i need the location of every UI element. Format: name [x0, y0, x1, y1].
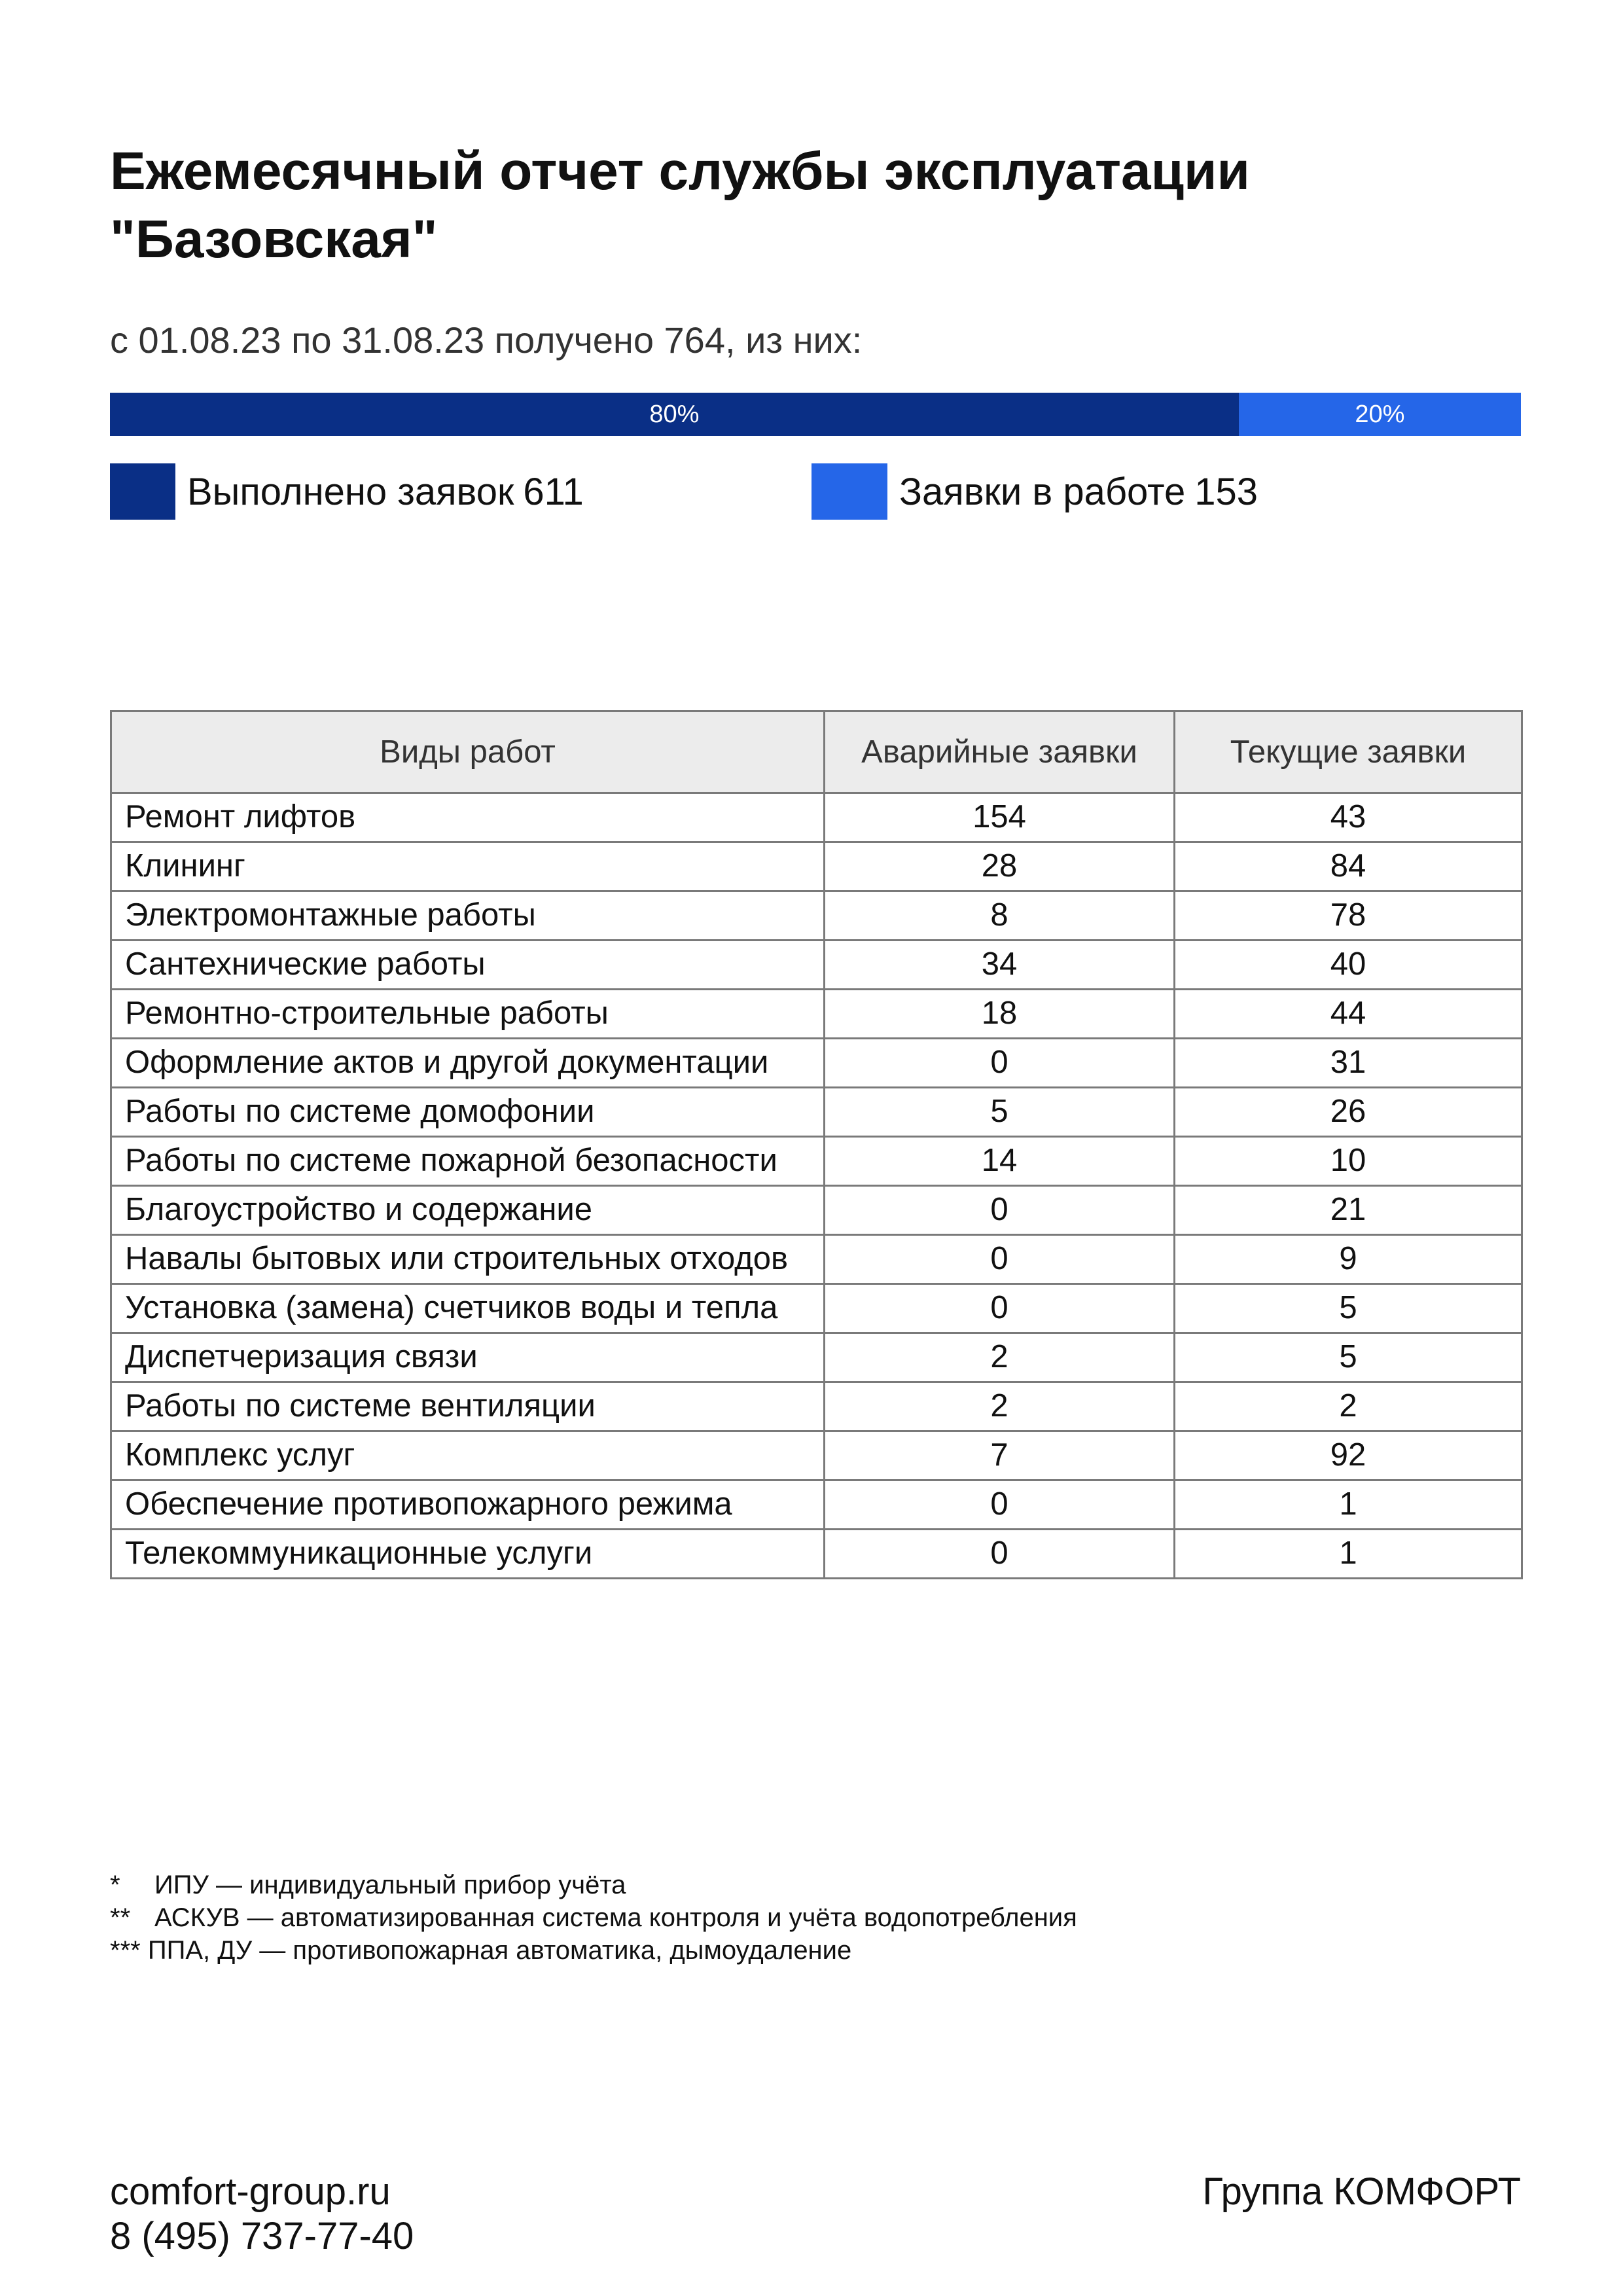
work-types-table — [110, 710, 1523, 1579]
table-row — [111, 1480, 1522, 1530]
table-row — [111, 1137, 1522, 1186]
current-count-cell: 40 — [1175, 941, 1522, 990]
work-type-cell: Клининг — [111, 842, 825, 891]
work-type-cell: Обеспечение противопожарного режима — [111, 1480, 825, 1530]
current-count-cell: 43 — [1175, 793, 1522, 842]
completed-segment — [110, 393, 1239, 436]
header-current: Текущие заявки — [1175, 711, 1522, 793]
header-work-type: Виды работ — [111, 711, 825, 793]
work-type-cell: Диспетчеризация связи — [111, 1333, 825, 1382]
completed-percent-label: 80% — [649, 400, 700, 428]
work-type-cell: Работы по системе домофонии — [111, 1088, 825, 1137]
table-row — [111, 842, 1522, 891]
work-type-cell: Установка (замена) счетчиков воды и тепла — [111, 1284, 825, 1333]
footnote — [110, 1869, 1077, 1901]
footnote-text: ППА, ДУ — противопожарная автоматика, дымоудаление — [147, 1936, 852, 1965]
legend-completed — [110, 463, 584, 520]
legend-in-progress-value: 153 — [1194, 470, 1258, 513]
emergency-count-cell: 0 — [825, 1235, 1175, 1284]
table-row — [111, 1039, 1522, 1088]
current-count-cell: 1 — [1175, 1480, 1522, 1530]
footnotes — [110, 1869, 1077, 1967]
emergency-count-cell: 14 — [825, 1137, 1175, 1186]
completion-progress-bar — [110, 393, 1521, 436]
current-count-cell: 92 — [1175, 1431, 1522, 1480]
work-type-cell: Сантехнические работы — [111, 941, 825, 990]
legend-in-progress-label: Заявки в работе — [899, 470, 1186, 513]
emergency-count-cell: 2 — [825, 1382, 1175, 1431]
page-title — [110, 137, 1517, 274]
work-type-cell: Телекоммуникационные услуги — [111, 1530, 825, 1579]
emergency-count-cell: 8 — [825, 891, 1175, 941]
work-type-cell: Работы по системе вентиляции — [111, 1382, 825, 1431]
table-header-row — [111, 711, 1522, 793]
legend-completed-label: Выполнено заявок — [187, 470, 514, 513]
legend-in-progress — [812, 463, 1258, 520]
website-link[interactable]: comfort-group.ru — [110, 2170, 391, 2213]
table-row — [111, 1382, 1522, 1431]
emergency-count-cell: 0 — [825, 1186, 1175, 1235]
footnote-marker: *** — [110, 1936, 141, 1965]
table-row — [111, 793, 1522, 842]
table-row — [111, 1088, 1522, 1137]
table-row — [111, 990, 1522, 1039]
current-count-cell: 5 — [1175, 1284, 1522, 1333]
legend-completed-value: 611 — [523, 470, 584, 513]
emergency-count-cell: 7 — [825, 1431, 1175, 1480]
current-count-cell: 78 — [1175, 891, 1522, 941]
current-count-cell: 5 — [1175, 1333, 1522, 1382]
title-line-1: Ежемесячный отчет службы эксплуатации — [110, 141, 1250, 201]
table-row — [111, 1284, 1522, 1333]
footnote-marker: * — [110, 1871, 120, 1899]
current-count-cell: 26 — [1175, 1088, 1522, 1137]
table-row — [111, 1235, 1522, 1284]
table-row — [111, 941, 1522, 990]
footnote-text: АСКУВ — автоматизированная система контроля и учёта водопотребления — [154, 1903, 1077, 1932]
current-count-cell: 2 — [1175, 1382, 1522, 1431]
emergency-count-cell: 28 — [825, 842, 1175, 891]
table-row — [111, 1431, 1522, 1480]
legend-in-progress-swatch — [812, 463, 887, 520]
current-count-cell: 31 — [1175, 1039, 1522, 1088]
emergency-count-cell: 0 — [825, 1039, 1175, 1088]
footnote — [110, 1901, 1077, 1934]
table-row — [111, 1530, 1522, 1579]
emergency-count-cell: 0 — [825, 1530, 1175, 1579]
emergency-count-cell: 2 — [825, 1333, 1175, 1382]
current-count-cell: 9 — [1175, 1235, 1522, 1284]
in-progress-percent-label: 20% — [1355, 400, 1405, 428]
table-row — [111, 1333, 1522, 1382]
legend-completed-swatch — [110, 463, 175, 520]
work-type-cell: Комплекс услуг — [111, 1431, 825, 1480]
work-type-cell: Навалы бытовых или строительных отходов — [111, 1235, 825, 1284]
title-line-2: "Базовская" — [110, 209, 438, 269]
footnote-marker: ** — [110, 1903, 131, 1932]
footnote — [110, 1934, 1077, 1967]
work-type-cell: Ремонт лифтов — [111, 793, 825, 842]
current-count-cell: 44 — [1175, 990, 1522, 1039]
emergency-count-cell: 5 — [825, 1088, 1175, 1137]
emergency-count-cell: 154 — [825, 793, 1175, 842]
current-count-cell: 21 — [1175, 1186, 1522, 1235]
work-type-cell: Ремонтно-строительные работы — [111, 990, 825, 1039]
emergency-count-cell: 34 — [825, 941, 1175, 990]
header-emergency: Аварийные заявки — [825, 711, 1175, 793]
work-type-cell: Электромонтажные работы — [111, 891, 825, 941]
emergency-count-cell: 18 — [825, 990, 1175, 1039]
phone-number: 8 (495) 737-77-40 — [110, 2215, 414, 2257]
current-count-cell: 1 — [1175, 1530, 1522, 1579]
footnote-text: ИПУ — индивидуальный прибор учёта — [154, 1871, 626, 1899]
period-summary: с 01.08.23 по 31.08.23 получено 764, из них: — [110, 319, 863, 361]
current-count-cell: 10 — [1175, 1137, 1522, 1186]
table-row — [111, 891, 1522, 941]
company-name: Группа КОМФОРТ — [1202, 2170, 1521, 2213]
work-type-cell: Оформление актов и другой документации — [111, 1039, 825, 1088]
work-type-cell: Работы по системе пожарной безопасности — [111, 1137, 825, 1186]
footer-contacts — [110, 2170, 414, 2259]
table-row — [111, 1186, 1522, 1235]
in-progress-segment — [1239, 393, 1521, 436]
current-count-cell: 84 — [1175, 842, 1522, 891]
emergency-count-cell: 0 — [825, 1284, 1175, 1333]
emergency-count-cell: 0 — [825, 1480, 1175, 1530]
work-type-cell: Благоустройство и содержание — [111, 1186, 825, 1235]
